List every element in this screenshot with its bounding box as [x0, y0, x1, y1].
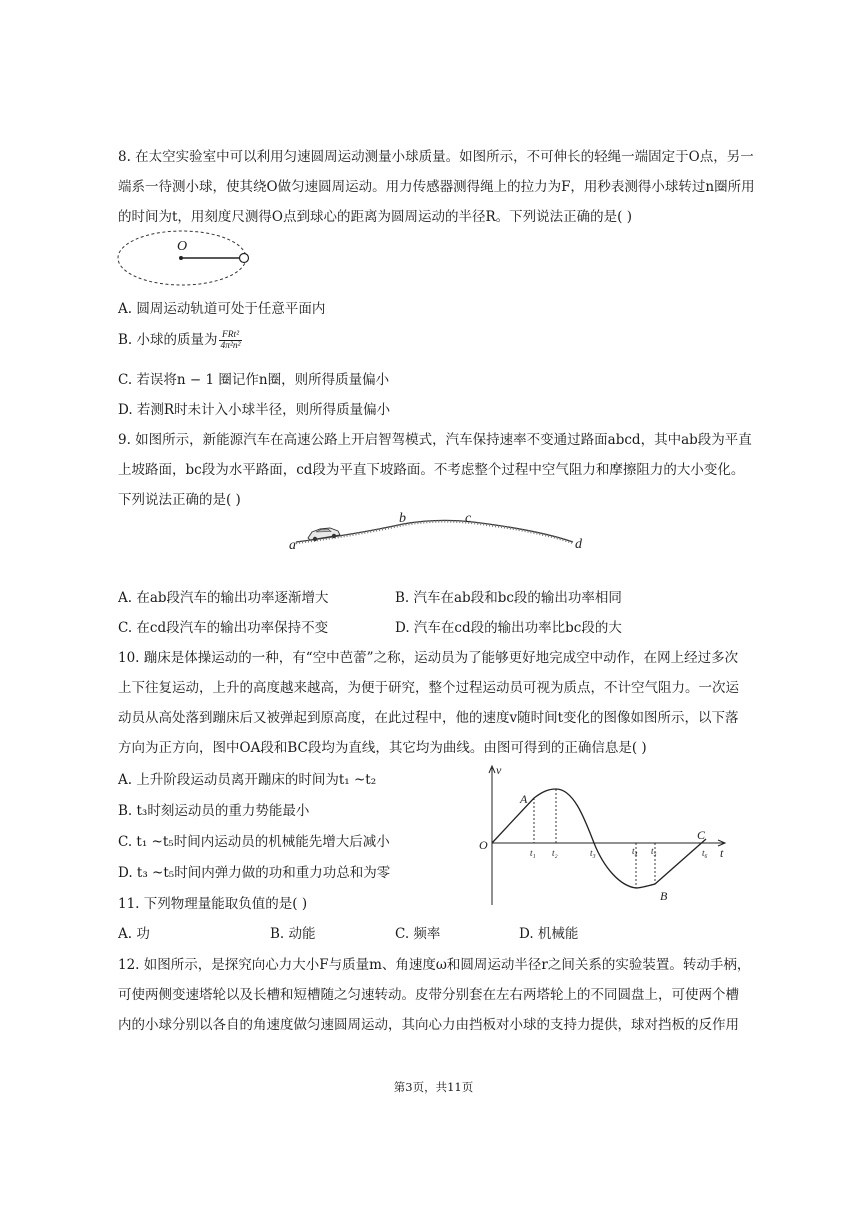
t2-label: t₂	[552, 848, 558, 858]
q9-option-b: B. 汽车在ab段和bc段的输出功率相同	[395, 590, 622, 606]
page-footer: 第3页，共11页	[393, 1080, 474, 1094]
q10-stem-line2: 上下往复运动，上升的高度越来越高，为便于研究，整个过程运动员可视为质点，不计空气阻力。一次运	[118, 680, 739, 696]
t5-label: t₅	[651, 846, 657, 856]
q11-stem: 11. 下列物理量能取负值的是( )	[118, 896, 308, 912]
q8-option-c: C. 若误将n − 1 圈记作n圈，则所得质量偏小	[118, 372, 390, 388]
q10-option-d: D. t₃ ~t₅时间内弹力做的功和重力功总和为零	[118, 865, 391, 881]
origin-label: O	[479, 838, 488, 852]
q9-stem-line1: 9. 如图所示，新能源汽车在高速公路上开启智驾模式，汽车保持速率不变通过路面abcd，其中ab段为平直	[118, 432, 752, 448]
q11-option-c: C. 频率	[395, 926, 441, 942]
t-axis-label: t	[720, 846, 724, 860]
q10-stem-line4: 方向为正方向，图中OA段和BC段均为直线，其它均为曲线。由图可得到的正确信息是( )	[118, 740, 647, 756]
point-a-label: A	[520, 792, 528, 806]
q8-stem-line3: 的时间为t，用刻度尺测得O点到球心的距离为圆周运动的半径R。下列说法正确的是( )	[118, 209, 632, 225]
q8-option-b-prefix: B. 小球的质量为	[118, 332, 218, 348]
q10-stem-line1: 10. 蹦床是体操运动的一种，有“空中芭蕾”之称，运动员为了能够更好地完成空中动作，在网上经过多次	[118, 650, 739, 666]
q9-option-a: A. 在ab段汽车的输出功率逐渐增大	[118, 590, 329, 606]
q10-option-a: A. 上升阶段运动员离开蹦床的时间为t₁ ~t₂	[118, 772, 377, 788]
q9-label-d: d	[575, 537, 582, 552]
q9-stem-line2: 上坡路面，bc段为水平路面，cd段为平直下坡路面。不考虑整个过程中空气阻力和摩擦阻力的大小变化。	[118, 462, 745, 478]
q9-label-a: a	[289, 538, 296, 553]
point-b-label: B	[660, 889, 668, 903]
v-axis-label: v	[496, 763, 502, 777]
q8-stem-line1: 8. 在太空实验室中可以利用匀速圆周运动测量小球质量。如图所示，不可伸长的轻绳一端固定于O点，另一	[118, 149, 754, 165]
q11-option-b: B. 动能	[270, 926, 316, 942]
q9-label-c: c	[465, 511, 472, 526]
q9-option-d: D. 汽车在cd段的输出功率比bc段的大	[395, 620, 622, 636]
t1-label: t₁	[530, 848, 536, 858]
q11-option-a: A. 功	[118, 926, 150, 942]
q8-figure-label-o: O	[177, 239, 188, 254]
t6-label: t₆	[702, 848, 708, 858]
q12-stem-line2: 可使两侧变速塔轮以及长槽和短槽随之匀速转动。皮带分别套在左右两塔轮上的不同圆盘上，可使两个槽	[118, 987, 739, 1003]
q8-circular-motion-figure	[115, 228, 255, 292]
q8-option-d: D. 若测R时未计入小球半径，则所得质量偏小	[118, 402, 391, 418]
q10-velocity-time-graph	[470, 760, 740, 910]
q12-stem-line1: 12. 如图所示，是探究向心力大小F与质量m、角速度ω和圆周运动半径r之间关系的实验装置。转动手柄，	[118, 957, 751, 973]
q8-option-b-numerator: FRt²	[219, 330, 243, 341]
car-icon	[308, 528, 340, 541]
t3-label: t₃	[590, 848, 596, 858]
t4-label: t₄	[632, 846, 638, 856]
q9-label-b: b	[399, 511, 406, 526]
q8-option-b-denominator: 4π²n²	[220, 341, 241, 351]
q8-option-a: A. 圆周运动轨道可处于任意平面内	[118, 301, 326, 317]
q8-option-b-fraction	[219, 330, 243, 351]
q10-option-c: C. t₁ ~t₅时间内运动员的机械能先增大后减小	[118, 834, 390, 850]
q12-stem-line3: 内的小球分别以各自的角速度做匀速圆周运动，其向心力由挡板对小球的支持力提供，球对挡板的反作用	[118, 1017, 739, 1033]
q8-stem-line2: 端系一待测小球，使其绕O做匀速圆周运动。用力传感器测得绳上的拉力为F，用秒表测得小球转过n圈所用	[118, 179, 755, 195]
q10-option-b: B. t₃时刻运动员的重力势能最小	[118, 803, 310, 819]
q9-option-c: C. 在cd段汽车的输出功率保持不变	[118, 620, 329, 636]
point-c-label: C	[697, 828, 706, 842]
q11-option-d: D. 机械能	[519, 926, 579, 942]
q9-stem-line3: 下列说法正确的是( )	[118, 492, 241, 508]
q8-option-b	[118, 328, 242, 351]
q10-stem-line3: 动员从高处落到蹦床后又被弹起到原高度，在此过程中，他的速度v随时间t变化的图像如图所示，以下落	[118, 710, 739, 726]
q9-road-figure	[288, 508, 588, 554]
